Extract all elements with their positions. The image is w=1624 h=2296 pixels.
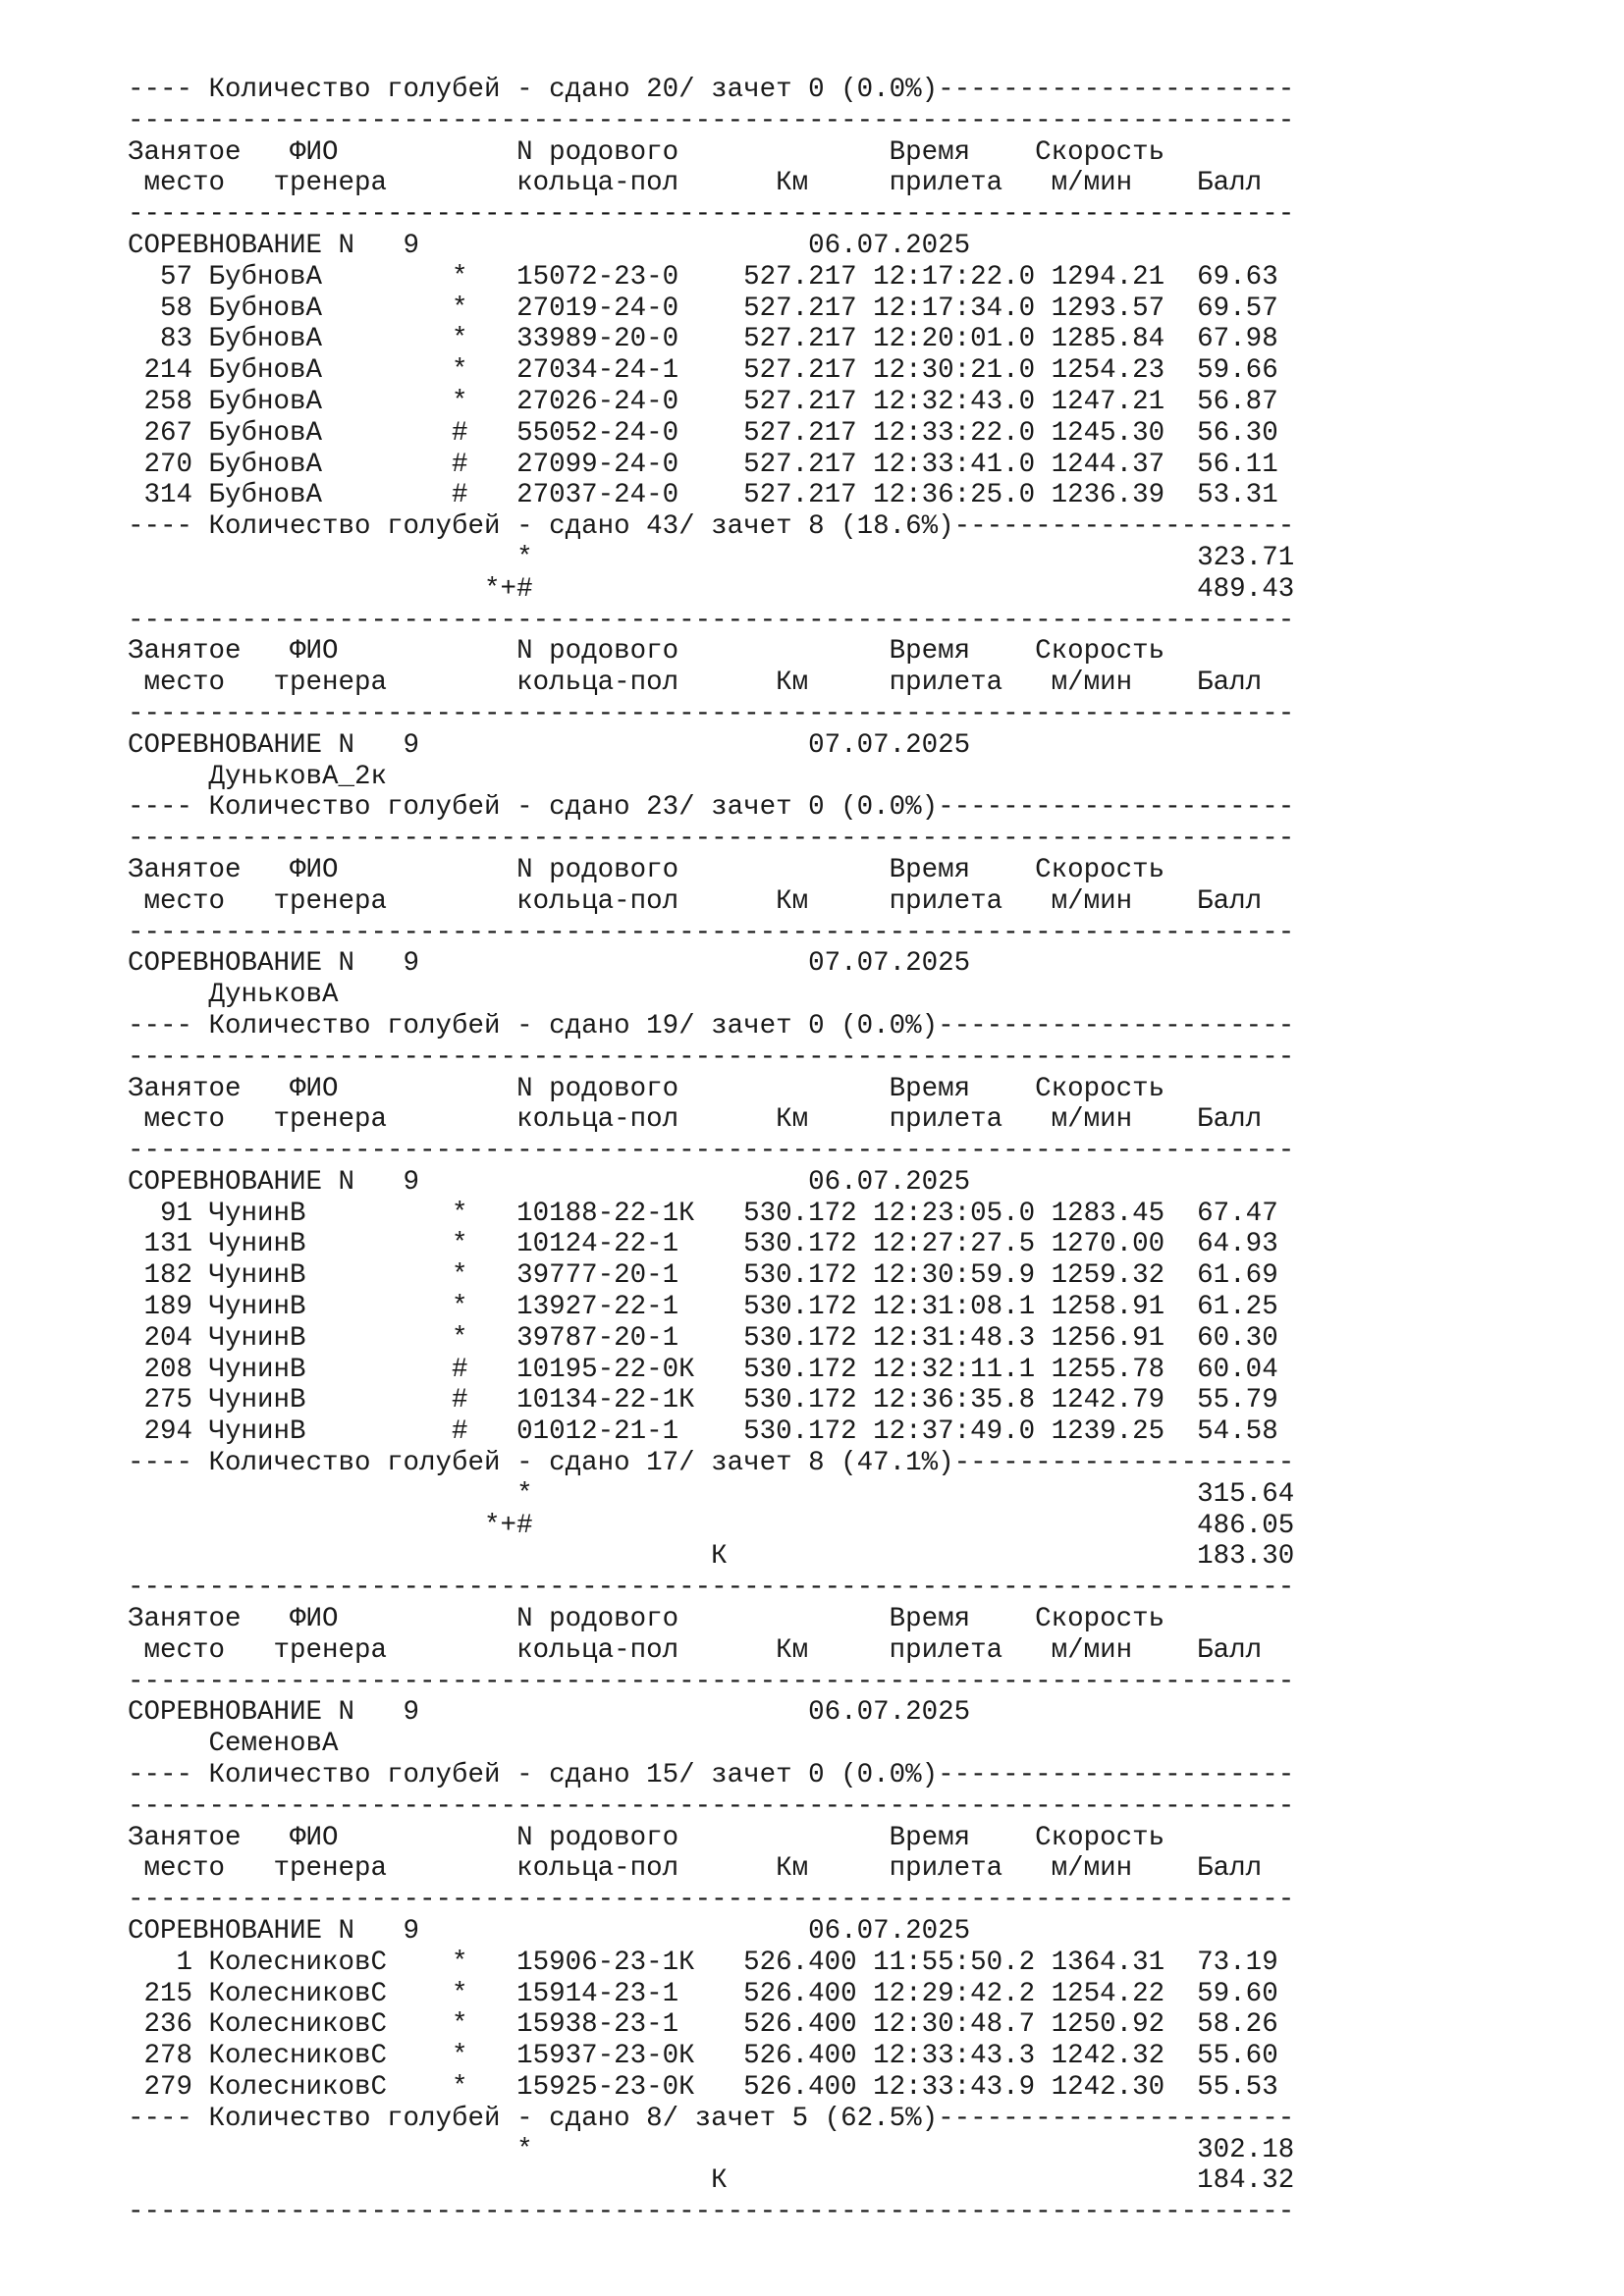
- total-points-row: * 302.18: [128, 2134, 1295, 2165]
- column-header-row-2: место тренера кольца-пол Км прилета м/мин Балл: [128, 168, 1263, 199]
- pigeon-count-summary: ---- Количество голубей - сдано 8/ зачет 5 (62.5%)----------------------: [128, 2103, 1295, 2134]
- total-points-row: * 323.71: [128, 542, 1295, 573]
- total-points-row: * 315.64: [128, 1478, 1295, 1510]
- result-row: 204 ЧунинВ * 39787-20-1 530.172 12:31:48.3 1256.91 60.30: [128, 1322, 1278, 1354]
- competition-heading: СОРЕВНОВАНИЕ N 9 07.07.2025: [128, 729, 971, 761]
- result-row: 91 ЧунинВ * 10188-22-1К 530.172 12:23:05.0 1283.45 67.47: [128, 1198, 1278, 1229]
- pigeon-count-summary: ---- Количество голубей - сдано 23/ зачет 0 (0.0%)----------------------: [128, 792, 1295, 824]
- trainer-name: ДуньковА_2к: [128, 761, 388, 792]
- result-row: 236 КолесниковС * 15938-23-1 526.400 12:30:48.7 1250.92 58.26: [128, 2009, 1278, 2041]
- result-row: 58 БубновА * 27019-24-0 527.217 12:17:34.0 1293.57 69.57: [128, 293, 1278, 324]
- result-row: 279 КолесниковС * 15925-23-0К 526.400 12:33:43.9 1242.30 55.53: [128, 2072, 1278, 2103]
- separator-line: ------------------------------------------------------------------------: [128, 1136, 1295, 1167]
- competition-heading: СОРЕВНОВАНИЕ N 9 06.07.2025: [128, 1916, 971, 1948]
- separator-line: ------------------------------------------------------------------------: [128, 1041, 1295, 1073]
- pigeon-count-summary: ---- Количество голубей - сдано 20/ зачет 0 (0.0%)----------------------: [128, 75, 1295, 105]
- separator-line: ------------------------------------------------------------------------: [128, 824, 1295, 855]
- separator-line: ------------------------------------------------------------------------: [128, 105, 1295, 136]
- separator-line: ------------------------------------------------------------------------: [128, 2197, 1295, 2228]
- total-points-row: К 183.30: [128, 1541, 1295, 1573]
- column-header-row-1: Занятое ФИО N родового Время Скорость: [128, 636, 1165, 667]
- total-points-row: К 184.32: [128, 2165, 1295, 2197]
- column-header-row-2: место тренера кольца-пол Км прилета м/мин Балл: [128, 1634, 1263, 1666]
- separator-line: ------------------------------------------------------------------------: [128, 698, 1295, 729]
- trainer-name: СеменовА: [128, 1729, 339, 1760]
- competition-heading: СОРЕВНОВАНИЕ N 9 06.07.2025: [128, 230, 971, 261]
- result-row: 294 ЧунинВ # 01012-21-1 530.172 12:37:49.0 1239.25 54.58: [128, 1416, 1278, 1448]
- column-header-row-2: место тренера кольца-пол Км прилета м/мин Балл: [128, 667, 1263, 699]
- result-row: 258 БубновА * 27026-24-0 527.217 12:32:43.0 1247.21 56.87: [128, 386, 1278, 417]
- competition-heading: СОРЕВНОВАНИЕ N 9 07.07.2025: [128, 948, 971, 980]
- total-points-row: *+# 489.43: [128, 573, 1295, 605]
- separator-line: ------------------------------------------------------------------------: [128, 1790, 1295, 1822]
- column-header-row-1: Занятое ФИО N родового Время Скорость: [128, 854, 1165, 885]
- column-header-row-2: место тренера кольца-пол Км прилета м/мин Балл: [128, 1104, 1263, 1136]
- column-header-row-1: Занятое ФИО N родового Время Скорость: [128, 1822, 1165, 1853]
- result-row: 83 БубновА * 33989-20-0 527.217 12:20:01.0 1285.84 67.98: [128, 324, 1278, 355]
- pigeon-count-summary: ---- Количество голубей - сдано 17/ зачет 8 (47.1%)---------------------: [128, 1448, 1295, 1479]
- column-header-row-1: Занятое ФИО N родового Время Скорость: [128, 1604, 1165, 1635]
- result-row: 267 БубновА # 55052-24-0 527.217 12:33:22.0 1245.30 56.30: [128, 417, 1278, 449]
- separator-line: ------------------------------------------------------------------------: [128, 1666, 1295, 1697]
- result-row: 215 КолесниковС * 15914-23-1 526.400 12:29:42.2 1254.22 59.60: [128, 1978, 1278, 2009]
- result-row: 275 ЧунинВ # 10134-22-1К 530.172 12:36:35.8 1242.79 55.79: [128, 1385, 1278, 1416]
- column-header-row-1: Занятое ФИО N родового Время Скорость: [128, 136, 1165, 168]
- result-row: 270 БубновА # 27099-24-0 527.217 12:33:41.0 1244.37 56.11: [128, 449, 1278, 480]
- competition-heading: СОРЕВНОВАНИЕ N 9 06.07.2025: [128, 1697, 971, 1729]
- separator-line: ------------------------------------------------------------------------: [128, 199, 1295, 231]
- results-report: [128, 75, 1326, 2228]
- column-header-row-2: место тренера кольца-пол Км прилета м/мин Балл: [128, 885, 1263, 917]
- result-row: 278 КолесниковС * 15937-23-0К 526.400 12:33:43.3 1242.32 55.60: [128, 2041, 1278, 2072]
- result-row: 1 КолесниковС * 15906-23-1К 526.400 11:55:50.2 1364.31 73.19: [128, 1947, 1278, 1978]
- total-points-row: *+# 486.05: [128, 1510, 1295, 1541]
- separator-line: ------------------------------------------------------------------------: [128, 917, 1295, 948]
- pigeon-count-summary: ---- Количество голубей - сдано 15/ зачет 0 (0.0%)----------------------: [128, 1760, 1295, 1791]
- pigeon-count-summary: ---- Количество голубей - сдано 43/ зачет 8 (18.6%)---------------------: [128, 511, 1295, 543]
- separator-line: ------------------------------------------------------------------------: [128, 1573, 1295, 1604]
- column-header-row-2: место тренера кольца-пол Км прилета м/мин Балл: [128, 1853, 1263, 1885]
- trainer-name: ДуньковА: [128, 980, 339, 1011]
- result-row: 182 ЧунинВ * 39777-20-1 530.172 12:30:59.9 1259.32 61.69: [128, 1260, 1278, 1292]
- result-row: 57 БубновА * 15072-23-0 527.217 12:17:22.0 1294.21 69.63: [128, 261, 1278, 293]
- result-row: 208 ЧунинВ # 10195-22-0К 530.172 12:32:11.1 1255.78 60.04: [128, 1354, 1278, 1385]
- result-row: 214 БубновА * 27034-24-1 527.217 12:30:21.0 1254.23 59.66: [128, 355, 1278, 387]
- competition-heading: СОРЕВНОВАНИЕ N 9 06.07.2025: [128, 1166, 971, 1198]
- column-header-row-1: Занятое ФИО N родового Время Скорость: [128, 1073, 1165, 1104]
- result-row: 189 ЧунинВ * 13927-22-1 530.172 12:31:08.1 1258.91 61.25: [128, 1292, 1278, 1323]
- result-row: 131 ЧунинВ * 10124-22-1 530.172 12:27:27.5 1270.00 64.93: [128, 1229, 1278, 1260]
- separator-line: ------------------------------------------------------------------------: [128, 1885, 1295, 1916]
- result-row: 314 БубновА # 27037-24-0 527.217 12:36:25.0 1236.39 53.31: [128, 480, 1278, 511]
- pigeon-count-summary: ---- Количество голубей - сдано 19/ зачет 0 (0.0%)----------------------: [128, 1010, 1295, 1041]
- separator-line: ------------------------------------------------------------------------: [128, 605, 1295, 636]
